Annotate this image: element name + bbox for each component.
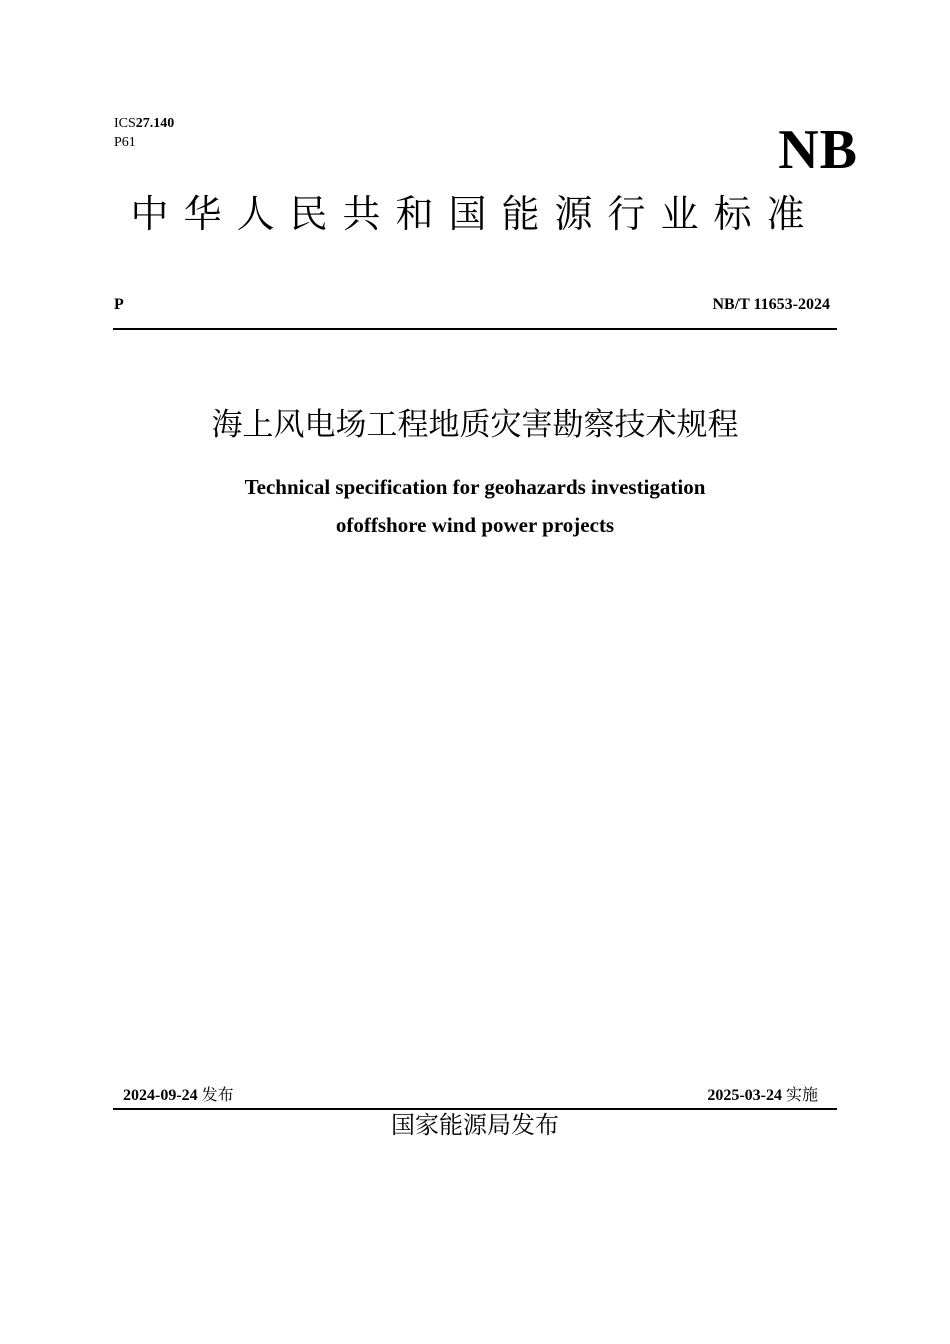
implementation-label: 实施 [785,1085,818,1104]
standard-number: NB/T 11653-2024 [712,296,830,313]
implementation-date-line [707,1084,818,1107]
ics-number: 27.140 [135,116,175,131]
issue-date-line [123,1084,234,1107]
document-title-en [114,468,836,544]
title-en-line-2: ofoffshore wind power projects [335,513,615,537]
implementation-date: 2025-03-24 [707,1087,782,1104]
title-en-line-1: Technical specification for geohazards investigation [244,475,706,499]
classification-code: P61 [114,135,136,150]
nb-logo: NB [778,119,858,181]
document-title-cn: 海上风电场工程地质灾害勘察技术规程 [211,407,739,443]
top-divider [113,328,837,330]
ics-prefix: ICS [114,116,136,131]
issue-label: 发布 [201,1085,234,1104]
standard-category-title: 中华人民共和国能源行业标准 [130,192,820,236]
publisher: 国家能源局发布 [391,1111,559,1139]
category-mark: P [114,296,124,313]
issue-date: 2024-09-24 [123,1087,198,1104]
ics-code [114,115,174,133]
